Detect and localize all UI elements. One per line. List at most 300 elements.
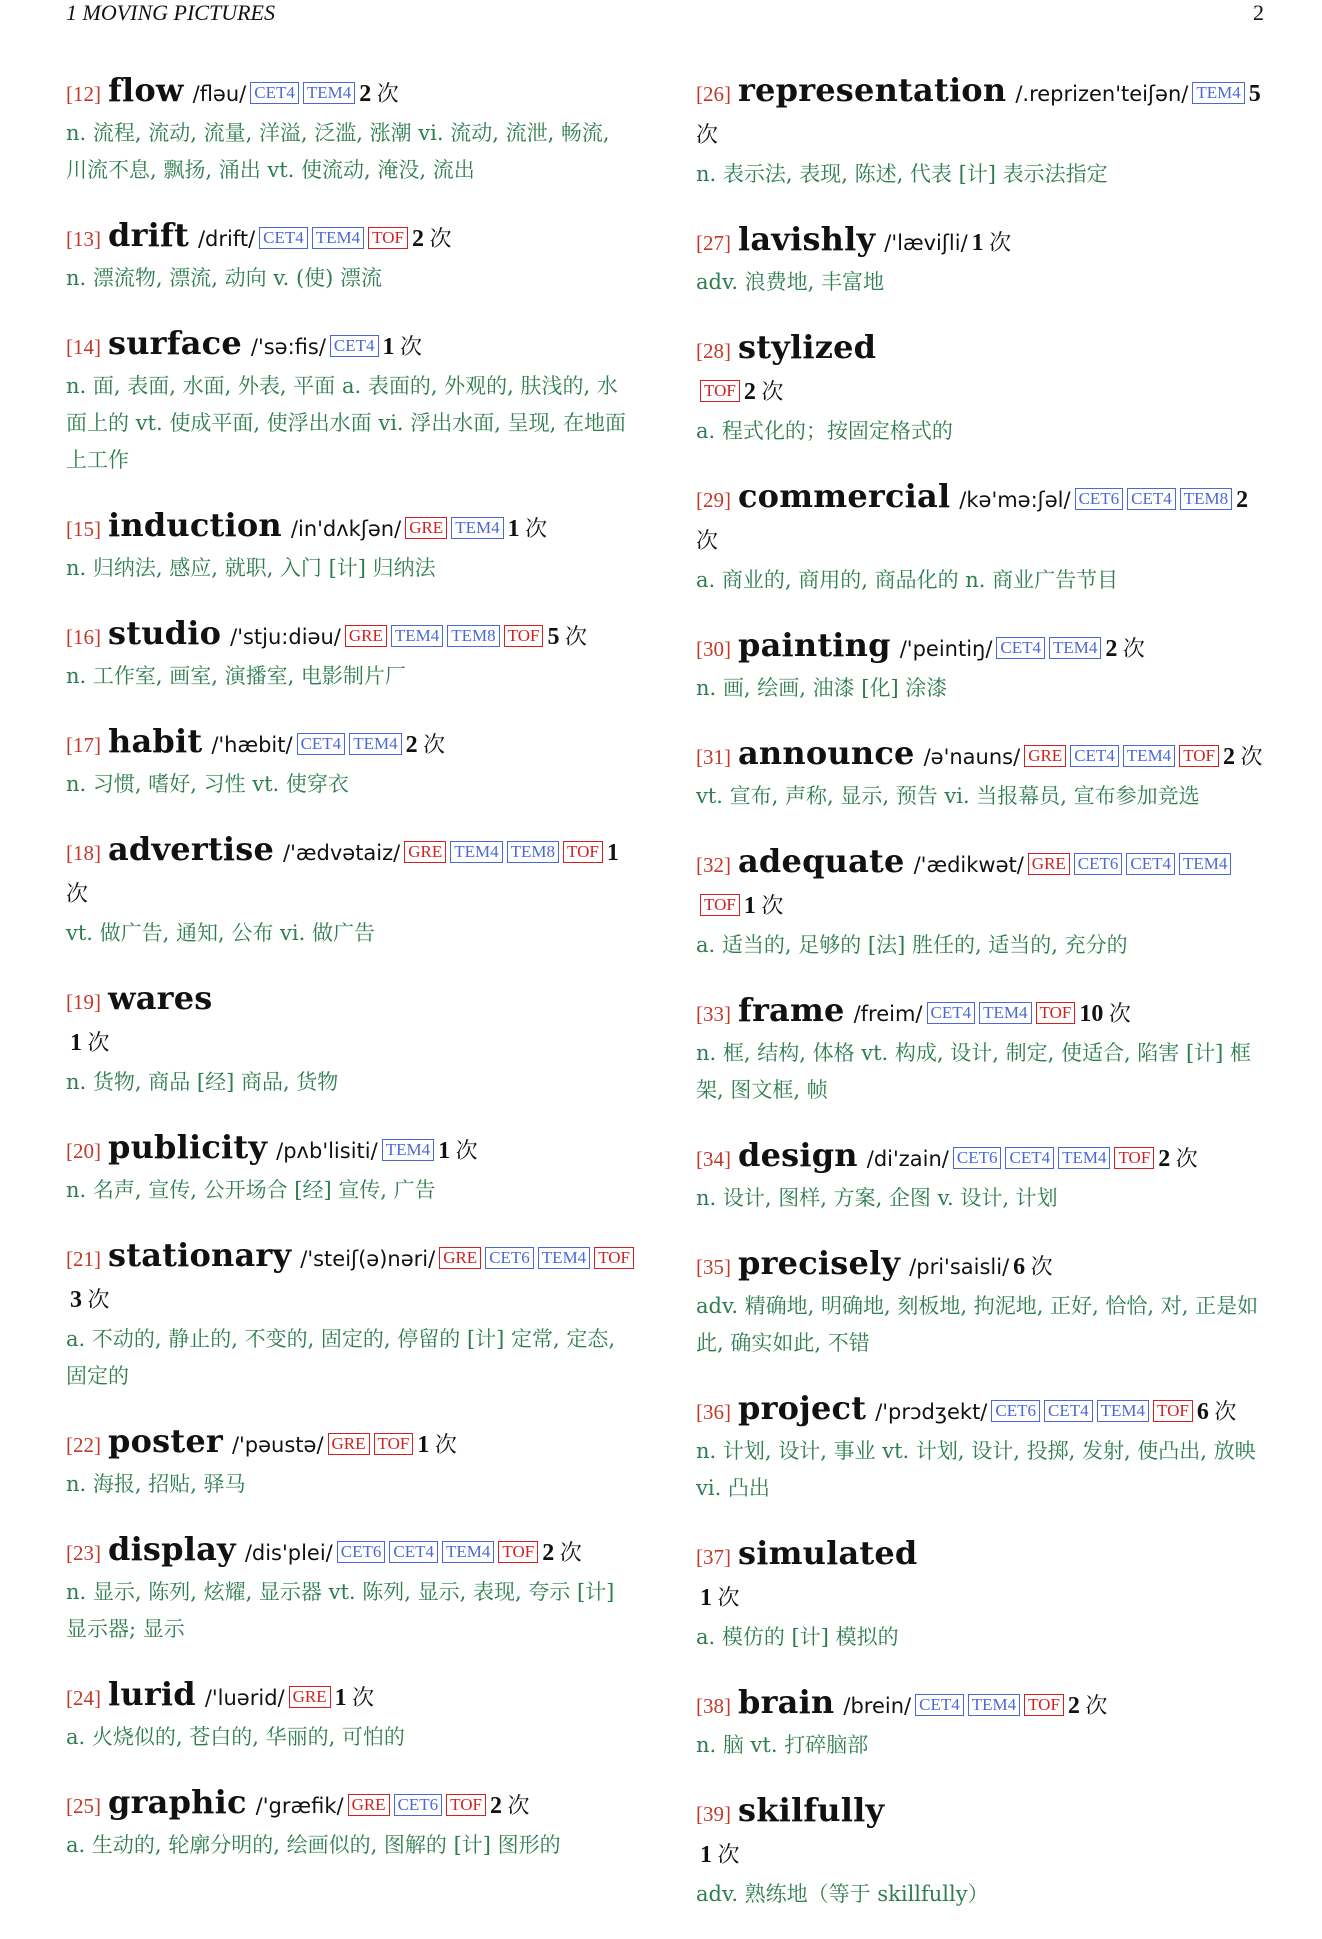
headword: induction — [108, 506, 282, 544]
headword: wares — [108, 979, 213, 1017]
exam-tag: TEM4 — [303, 82, 355, 104]
entry-headline — [66, 613, 636, 658]
entry-headline — [66, 1421, 636, 1466]
definition: n. 显示, 陈列, 炫耀, 显示器 vt. 陈列, 显示, 表现, 夸示 [计] 显示器; 显示 — [66, 1580, 615, 1641]
frequency-number: 10 — [1079, 1001, 1104, 1027]
headword: commercial — [738, 477, 951, 515]
frequency-number: 2 — [1223, 744, 1235, 770]
exam-tag: CET6 — [1074, 853, 1123, 875]
definition: n. 画, 绘画, 油漆 [化] 涂漆 — [696, 676, 948, 700]
headword: project — [738, 1389, 867, 1427]
entry-number: [33] — [696, 1002, 731, 1026]
headword: frame — [738, 991, 845, 1029]
entry-headline — [696, 625, 1266, 670]
headword: graphic — [108, 1783, 247, 1821]
entry-headline — [696, 1388, 1266, 1433]
exam-tag: TOF — [374, 1433, 414, 1455]
exam-tag: CET6 — [337, 1541, 386, 1563]
frequency-unit: 次 — [1108, 1001, 1131, 1026]
definition: a. 火烧似的, 苍白的, 华丽的, 可怕的 — [66, 1725, 405, 1749]
headword: publicity — [108, 1128, 268, 1166]
dictionary-entry — [66, 829, 636, 952]
phonetic: /freim/ — [853, 1002, 923, 1026]
headword: simulated — [738, 1534, 918, 1572]
entry-number: [37] — [696, 1545, 731, 1569]
headword: habit — [108, 722, 203, 760]
definition: a. 模仿的 [计] 模拟的 — [696, 1625, 899, 1649]
definition: adv. 精确地, 明确地, 刻板地, 拘泥地, 正好, 恰恰, 对, 正是如此, 确实如此, 不错 — [696, 1294, 1259, 1355]
exam-tag: GRE — [439, 1247, 481, 1269]
dictionary-entry — [696, 1682, 1266, 1764]
frequency-count — [1013, 1254, 1053, 1279]
entry-number: [20] — [66, 1139, 101, 1163]
frequency-count — [383, 334, 423, 359]
frequency-count — [508, 516, 548, 541]
exam-tag: CET4 — [330, 335, 379, 357]
exam-tag: TEM4 — [382, 1139, 434, 1161]
exam-tag: CET4 — [389, 1541, 438, 1563]
frequency-count — [547, 624, 587, 649]
dictionary-entry — [696, 476, 1266, 599]
exam-tag: TEM8 — [507, 841, 559, 863]
exam-tag: TEM8 — [447, 625, 499, 647]
frequency-number: 3 — [70, 1287, 82, 1313]
frequency-count — [359, 81, 399, 106]
phonetic: /'peintiŋ/ — [899, 637, 993, 661]
dictionary-entry — [696, 1790, 1266, 1913]
entry-number: [13] — [66, 227, 101, 251]
frequency-count — [1068, 1693, 1108, 1718]
frequency-unit: 次 — [696, 528, 719, 553]
exam-tag: GRE — [328, 1433, 370, 1455]
dictionary-entry — [66, 70, 636, 189]
exam-tag: TEM4 — [349, 733, 401, 755]
frequency-count — [417, 1432, 457, 1457]
frequency-number: 2 — [405, 732, 418, 758]
frequency-number: 1 — [507, 516, 520, 542]
entry-headline — [66, 1529, 636, 1574]
entry-headline — [696, 1682, 1266, 1727]
dictionary-entry — [66, 721, 636, 803]
phonetic: /drift/ — [197, 227, 256, 251]
frequency-unit: 次 — [717, 1585, 740, 1610]
exam-tag: CET4 — [927, 1002, 976, 1024]
definition: adv. 熟练地（等于 skillfully） — [696, 1882, 989, 1906]
frequency-unit: 次 — [564, 624, 587, 649]
frequency-count — [1197, 1399, 1237, 1424]
phonetic: /'ædvətaiz/ — [283, 841, 401, 865]
definition: n. 归纳法, 感应, 就职, 入门 [计] 归纳法 — [66, 556, 436, 580]
exam-tag: CET6 — [1075, 488, 1124, 510]
exam-tag: TEM4 — [1192, 82, 1244, 104]
entry-headline — [696, 733, 1266, 778]
headword: stylized — [738, 328, 877, 366]
exam-tag: TEM4 — [442, 1541, 494, 1563]
entry-number: [28] — [696, 339, 731, 363]
exam-tag: TOF — [563, 841, 603, 863]
frequency-number: 2 — [542, 1540, 555, 1566]
entry-headline — [66, 1674, 636, 1719]
frequency-count — [335, 1685, 375, 1710]
entry-number: [24] — [66, 1686, 101, 1710]
entry-headline — [696, 1533, 1266, 1619]
definition: n. 面, 表面, 水面, 外表, 平面 a. 表面的, 外观的, 肤浅的, 水面上的 vt. 使成平面, 使浮出水面 vi. 浮出水面, 呈现, 在地面上工作 — [66, 374, 626, 472]
frequency-number: 1 — [700, 1585, 712, 1611]
definition: n. 货物, 商品 [经] 商品, 货物 — [66, 1070, 339, 1094]
frequency-unit: 次 — [989, 230, 1012, 255]
frequency-number: 1 — [417, 1432, 430, 1458]
phonetic: /.reprizen'teiʃən/ — [1015, 82, 1189, 106]
entry-number: [27] — [696, 231, 731, 255]
headword: drift — [108, 216, 189, 254]
exam-tag: GRE — [345, 625, 387, 647]
frequency-unit: 次 — [434, 1432, 457, 1457]
frequency-unit: 次 — [1175, 1146, 1198, 1171]
dictionary-entry — [66, 215, 636, 297]
exam-tag: TEM4 — [979, 1002, 1031, 1024]
frequency-unit: 次 — [696, 122, 719, 147]
entry-number: [21] — [66, 1247, 101, 1271]
entry-number: [17] — [66, 733, 101, 757]
definition: n. 工作室, 画室, 演播室, 电影制片厂 — [66, 664, 406, 688]
exam-tag: TOF — [498, 1541, 538, 1563]
entry-number: [25] — [66, 1794, 101, 1818]
headword: brain — [738, 1683, 835, 1721]
exam-tag: TEM8 — [1180, 488, 1232, 510]
exam-tag: TEM4 — [451, 517, 503, 539]
exam-tag: TEM4 — [450, 841, 502, 863]
headword: flow — [108, 71, 184, 109]
exam-tag: CET6 — [394, 1794, 443, 1816]
frequency-number: 1 — [334, 1685, 347, 1711]
phonetic: /'sə:fis/ — [250, 335, 326, 359]
definition: n. 设计, 图样, 方案, 企图 v. 设计, 计划 — [696, 1186, 1058, 1210]
entry-number: [16] — [66, 625, 101, 649]
entry-headline — [696, 476, 1266, 562]
headword: painting — [738, 626, 891, 664]
phonetic: /'luərid/ — [204, 1686, 285, 1710]
frequency-count — [1079, 1001, 1131, 1026]
phonetic: /pri'saisli/ — [909, 1255, 1010, 1279]
exam-tag: GRE — [405, 517, 447, 539]
dictionary-entry — [66, 323, 636, 479]
exam-tag: CET6 — [991, 1400, 1040, 1422]
phonetic: /'græfik/ — [255, 1794, 344, 1818]
dictionary-entry — [696, 625, 1266, 707]
frequency-unit: 次 — [423, 732, 446, 757]
frequency-count — [972, 230, 1012, 255]
frequency-number: 2 — [1236, 487, 1249, 513]
frequency-unit: 次 — [376, 81, 399, 106]
entry-headline — [66, 1235, 636, 1321]
frequency-number: 6 — [1196, 1399, 1209, 1425]
entry-number: [29] — [696, 488, 731, 512]
frequency-count — [490, 1793, 530, 1818]
entry-headline — [66, 1127, 636, 1172]
frequency-number: 5 — [547, 624, 560, 650]
entry-columns — [66, 70, 1266, 1939]
dictionary-entry — [66, 978, 636, 1101]
page-number: 2 — [1253, 0, 1264, 25]
frequency-number: 1 — [438, 1138, 451, 1164]
headword: design — [738, 1136, 858, 1174]
entry-headline — [696, 219, 1266, 264]
entry-number: [26] — [696, 82, 731, 106]
phonetic: /'prɔdʒekt/ — [875, 1400, 988, 1424]
exam-tag: TOF — [1024, 1694, 1064, 1716]
exam-tag: TEM4 — [391, 625, 443, 647]
headword: precisely — [738, 1244, 901, 1282]
exam-tag: TOF — [446, 1794, 486, 1816]
headword: studio — [108, 614, 222, 652]
dictionary-entry — [696, 1533, 1266, 1656]
frequency-number: 1 — [70, 1030, 82, 1056]
phonetic: /fləu/ — [192, 82, 247, 106]
headword: skilfully — [738, 1791, 885, 1829]
phonetic: /dis'plei/ — [244, 1541, 333, 1565]
frequency-number: 2 — [359, 81, 372, 107]
phonetic: /brein/ — [843, 1694, 912, 1718]
phonetic: /di'zain/ — [866, 1147, 949, 1171]
exam-tag: TEM4 — [1097, 1400, 1149, 1422]
headword: representation — [738, 71, 1007, 109]
frequency-count — [1105, 636, 1145, 661]
frequency-count — [744, 379, 784, 404]
dictionary-entry — [696, 1135, 1266, 1217]
frequency-unit: 次 — [400, 334, 423, 359]
phonetic: /'ædikwət/ — [913, 853, 1024, 877]
headword: adequate — [738, 842, 905, 880]
frequency-number: 1 — [382, 334, 395, 360]
exam-tag: TOF — [368, 227, 408, 249]
frequency-number: 1 — [743, 893, 756, 919]
dictionary-entry — [696, 990, 1266, 1109]
frequency-number: 1 — [606, 840, 619, 866]
frequency-number: 6 — [1013, 1254, 1026, 1280]
frequency-number: 2 — [1067, 1693, 1080, 1719]
entry-headline — [696, 1243, 1266, 1288]
frequency-unit: 次 — [761, 893, 784, 918]
left-column — [66, 70, 636, 1939]
dictionary-entry — [696, 70, 1266, 193]
exam-tag: TOF — [700, 380, 740, 402]
exam-tag: GRE — [1024, 745, 1066, 767]
phonetic: /ə'nauns/ — [923, 745, 1021, 769]
frequency-unit: 次 — [455, 1138, 478, 1163]
frequency-number: 2 — [489, 1793, 502, 1819]
entry-headline — [66, 721, 636, 766]
entry-number: [14] — [66, 335, 101, 359]
entry-number: [31] — [696, 745, 731, 769]
frequency-unit: 次 — [717, 1842, 740, 1867]
exam-tag: TOF — [700, 894, 740, 916]
frequency-unit: 次 — [429, 226, 452, 251]
headword: advertise — [108, 830, 275, 868]
entry-number: [32] — [696, 853, 731, 877]
definition: a. 不动的, 静止的, 不变的, 固定的, 停留的 [计] 定常, 定态, 固定的 — [66, 1327, 616, 1388]
dictionary-entry — [66, 1529, 636, 1648]
frequency-count — [1223, 744, 1263, 769]
exam-tag: CET4 — [297, 733, 346, 755]
frequency-number: 5 — [1248, 81, 1261, 107]
entry-number: [19] — [66, 990, 101, 1014]
exam-tag: TEM4 — [1179, 853, 1231, 875]
dictionary-entry — [696, 1243, 1266, 1362]
exam-tag: TEM4 — [312, 227, 364, 249]
frequency-count — [70, 1030, 110, 1055]
frequency-unit: 次 — [761, 379, 784, 404]
right-column — [696, 70, 1266, 1939]
dictionary-entry — [66, 1674, 636, 1756]
headword: display — [108, 1530, 236, 1568]
dictionary-entry — [66, 505, 636, 587]
dictionary-entry — [696, 1388, 1266, 1507]
exam-tag: TOF — [1036, 1002, 1076, 1024]
entry-number: [34] — [696, 1147, 731, 1171]
exam-tag: CET4 — [1126, 853, 1175, 875]
phonetic: /in'dʌkʃən/ — [290, 517, 402, 541]
definition: n. 脑 vt. 打碎脑部 — [696, 1733, 869, 1757]
dictionary-entry — [696, 841, 1266, 964]
phonetic: /'steiʃ(ə)nəri/ — [300, 1247, 436, 1271]
frequency-count — [744, 893, 784, 918]
frequency-unit: 次 — [507, 1793, 530, 1818]
definition: a. 生动的, 轮廓分明的, 绘画似的, 图解的 [计] 图形的 — [66, 1833, 561, 1857]
exam-tag: CET4 — [915, 1694, 964, 1716]
exam-tag: TEM4 — [538, 1247, 590, 1269]
frequency-count — [412, 226, 452, 251]
frequency-number: 2 — [1158, 1146, 1171, 1172]
frequency-count — [700, 1585, 740, 1610]
entry-headline — [66, 1782, 636, 1827]
headword: surface — [108, 324, 242, 362]
dictionary-entry — [66, 1421, 636, 1503]
frequency-unit: 次 — [1240, 744, 1263, 769]
definition: a. 适当的, 足够的 [法] 胜任的, 适当的, 充分的 — [696, 933, 1128, 957]
exam-tag: CET4 — [1005, 1147, 1054, 1169]
phonetic: /'pəustə/ — [231, 1433, 324, 1457]
phonetic: /'hæbit/ — [211, 733, 293, 757]
phonetic: /pʌb'lisiti/ — [276, 1139, 378, 1163]
entry-number: [23] — [66, 1541, 101, 1565]
frequency-unit: 次 — [1030, 1254, 1053, 1279]
frequency-unit: 次 — [352, 1685, 375, 1710]
frequency-unit: 次 — [87, 1030, 110, 1055]
chapter-title: 1 MOVING PICTURES — [66, 0, 275, 25]
frequency-unit: 次 — [1214, 1399, 1237, 1424]
dictionary-entry — [66, 1782, 636, 1864]
frequency-count — [70, 1287, 110, 1312]
entry-number: [15] — [66, 517, 101, 541]
entry-headline — [66, 215, 636, 260]
exam-tag: TEM4 — [1123, 745, 1175, 767]
exam-tag: CET4 — [250, 82, 299, 104]
frequency-count — [700, 1842, 740, 1867]
definition: n. 表示法, 表现, 陈述, 代表 [计] 表示法指定 — [696, 162, 1108, 186]
frequency-count — [1158, 1146, 1198, 1171]
frequency-number: 1 — [971, 230, 984, 256]
definition: a. 程式化的；按固定格式的 — [696, 419, 953, 443]
entry-headline — [696, 1790, 1266, 1876]
frequency-count — [542, 1540, 582, 1565]
entry-headline — [696, 1135, 1266, 1180]
exam-tag: TOF — [594, 1247, 634, 1269]
headword: lurid — [108, 1675, 196, 1713]
exam-tag: TEM4 — [968, 1694, 1020, 1716]
frequency-unit: 次 — [525, 516, 548, 541]
entry-number: [39] — [696, 1802, 731, 1826]
frequency-unit: 次 — [66, 881, 89, 906]
exam-tag: TOF — [504, 625, 544, 647]
dictionary-entry — [696, 219, 1266, 301]
dictionary-entry — [696, 733, 1266, 815]
definition: vt. 做广告, 通知, 公布 vi. 做广告 — [66, 921, 375, 945]
definition: n. 习惯, 嗜好, 习性 vt. 使穿衣 — [66, 772, 349, 796]
entry-headline — [66, 505, 636, 550]
headword: poster — [108, 1422, 223, 1460]
exam-tag: CET4 — [1044, 1400, 1093, 1422]
entry-number: [22] — [66, 1433, 101, 1457]
exam-tag: CET4 — [1127, 488, 1176, 510]
entry-headline — [66, 323, 636, 368]
headword: lavishly — [738, 220, 876, 258]
frequency-unit: 次 — [1122, 636, 1145, 661]
definition: n. 框, 结构, 体格 vt. 构成, 设计, 制定, 使适合, 陷害 [计] 框架, 图文框, 帧 — [696, 1041, 1252, 1102]
exam-tag: TOF — [1114, 1147, 1154, 1169]
frequency-unit: 次 — [87, 1287, 110, 1312]
frequency-number: 1 — [700, 1842, 712, 1868]
entry-number: [18] — [66, 841, 101, 865]
exam-tag: CET6 — [953, 1147, 1002, 1169]
frequency-count — [438, 1138, 478, 1163]
definition: vt. 宣布, 声称, 显示, 预告 vi. 当报幕员, 宣布参加竞选 — [696, 784, 1200, 808]
exam-tag: GRE — [348, 1794, 390, 1816]
dictionary-entry — [696, 327, 1266, 450]
exam-tag: CET4 — [1070, 745, 1119, 767]
exam-tag: TEM4 — [1058, 1147, 1110, 1169]
phonetic: /'stju:diəu/ — [230, 625, 341, 649]
entry-number: [38] — [696, 1694, 731, 1718]
exam-tag: CET4 — [259, 227, 308, 249]
exam-tag: CET4 — [996, 637, 1045, 659]
entry-number: [36] — [696, 1400, 731, 1424]
exam-tag: CET6 — [485, 1247, 534, 1269]
frequency-number: 2 — [411, 226, 424, 252]
dictionary-entry — [66, 613, 636, 695]
entry-headline — [66, 978, 636, 1064]
exam-tag: TEM4 — [1049, 637, 1101, 659]
frequency-unit: 次 — [1085, 1693, 1108, 1718]
entry-number: [12] — [66, 82, 101, 106]
entry-number: [35] — [696, 1255, 731, 1279]
frequency-unit: 次 — [559, 1540, 582, 1565]
dictionary-entry — [66, 1127, 636, 1209]
exam-tag: GRE — [404, 841, 446, 863]
entry-headline — [696, 327, 1266, 413]
dictionary-entry — [66, 1235, 636, 1395]
entry-number: [30] — [696, 637, 731, 661]
frequency-count — [406, 732, 446, 757]
exam-tag: GRE — [1028, 853, 1070, 875]
exam-tag: TOF — [1153, 1400, 1193, 1422]
entry-headline — [66, 829, 636, 915]
entry-headline — [696, 70, 1266, 156]
definition: n. 名声, 宣传, 公开场合 [经] 宣传, 广告 — [66, 1178, 436, 1202]
headword: stationary — [108, 1236, 292, 1274]
definition: adv. 浪费地, 丰富地 — [696, 270, 885, 294]
phonetic: /kə'mə:ʃəl/ — [959, 488, 1071, 512]
entry-headline — [696, 990, 1266, 1035]
